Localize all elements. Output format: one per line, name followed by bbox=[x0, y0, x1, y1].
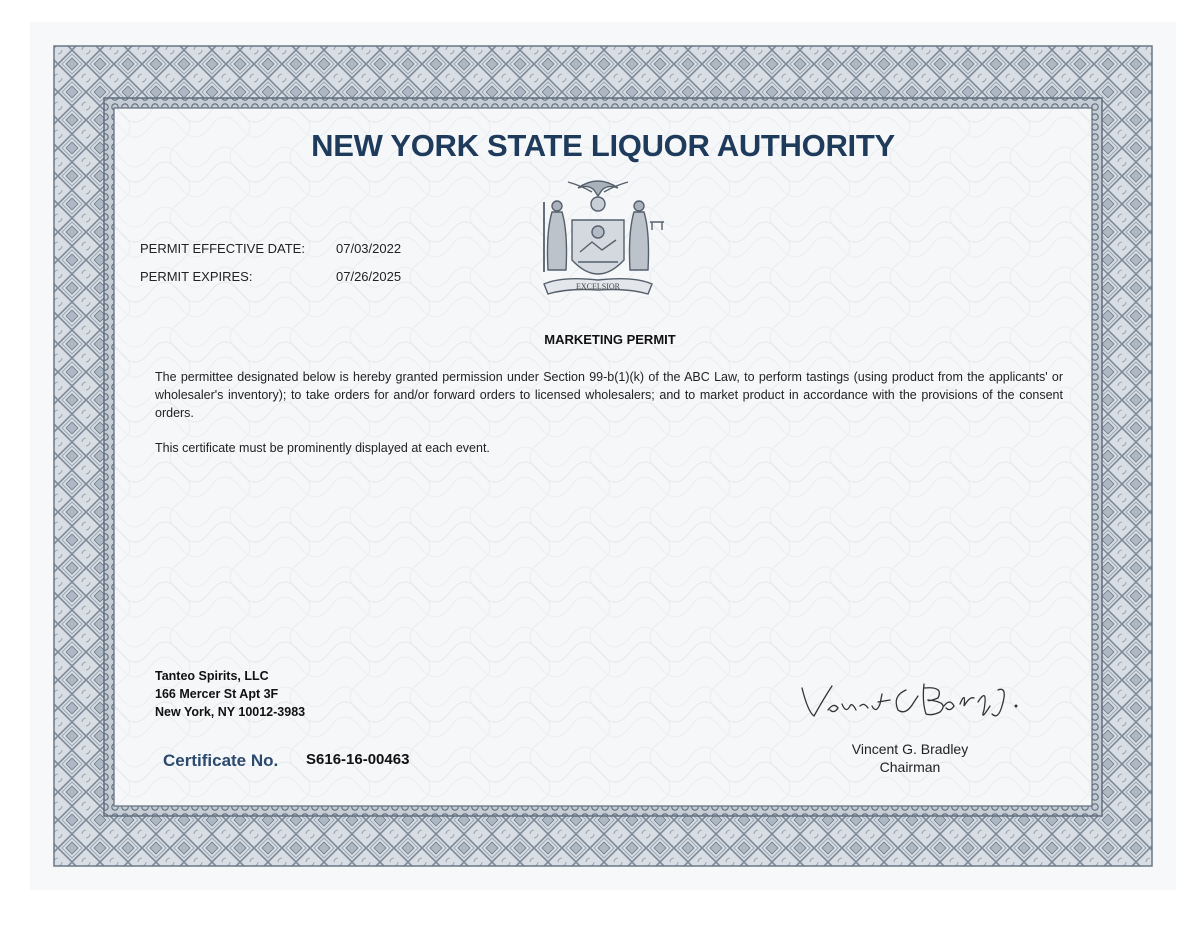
page-title: NEW YORK STATE LIQUOR AUTHORITY bbox=[311, 128, 895, 163]
permittee-address-line1: 166 Mercer St Apt 3F bbox=[155, 687, 279, 701]
permit-body-text: The permittee designated below is hereby granted permission under Section 99-b(1)(k) of the ABC Law, to perform tastings (using product from the applicants' or wholesaler's inventory); to take orders for and/or forward orders to licensed wholesalers; and to market product in accordance with the provisions of the consent orders. bbox=[155, 370, 1063, 420]
new-york-state-seal-icon bbox=[522, 172, 674, 314]
permit-type-heading: MARKETING PERMIT bbox=[544, 332, 676, 347]
certificate-number: S616-16-00463 bbox=[306, 751, 410, 768]
signature-image bbox=[794, 676, 1028, 726]
seal-motto: EXCELSIOR bbox=[576, 282, 620, 291]
certificate-number-label: Certificate No. bbox=[163, 751, 279, 770]
effective-date-label: PERMIT EFFECTIVE DATE: bbox=[140, 241, 305, 256]
expires-label: PERMIT EXPIRES: bbox=[140, 269, 253, 284]
permittee-address-line2: New York, NY 10012-3983 bbox=[155, 705, 306, 719]
certificate-document bbox=[30, 22, 1176, 890]
signatory-title: Chairman bbox=[879, 759, 941, 775]
signatory-name: Vincent G. Bradley bbox=[851, 741, 969, 757]
expires-value: 07/26/2025 bbox=[336, 269, 402, 284]
permittee-name: Tanteo Spirits, LLC bbox=[155, 669, 269, 683]
effective-date-value: 07/03/2022 bbox=[336, 241, 402, 256]
display-notice: This certificate must be prominently displayed at each event. bbox=[155, 441, 490, 455]
